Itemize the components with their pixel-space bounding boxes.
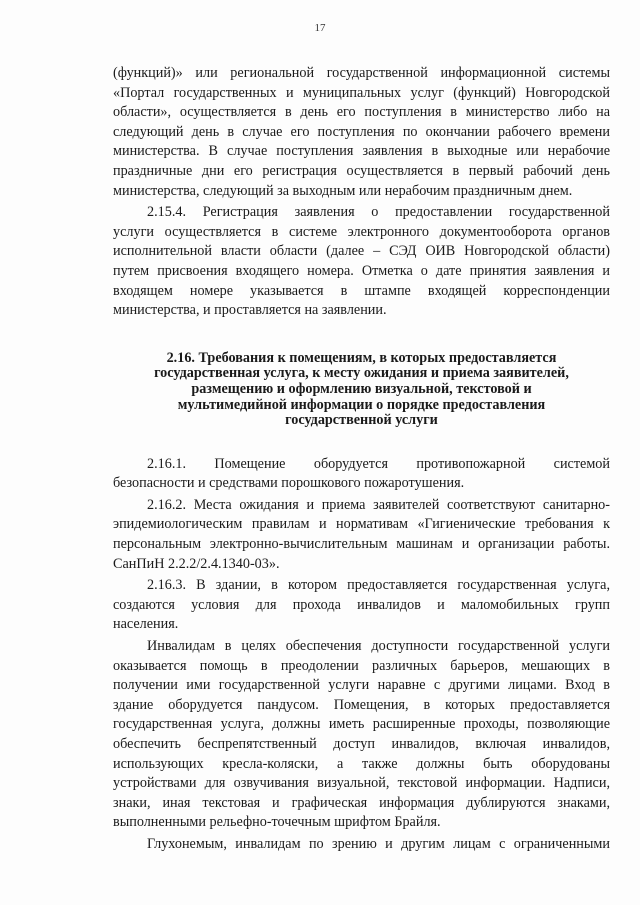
text-line: безопасности и средствами порошкового пожаротушения.	[113, 475, 465, 492]
text-line: оказывается помощь в преодолении различных барьеров, мешающих в	[113, 657, 610, 674]
top-paragraphs	[113, 64, 610, 321]
paragraph-p1	[113, 64, 610, 201]
text-line: устройствами для озвучивания визуальной, текстовой информации. Надписи,	[113, 775, 610, 792]
text-line: Инвалидам в целях обеспечения доступности государственной услуги	[147, 638, 610, 655]
text-line: использующих кресла-коляски, а также должны быть оборудованы	[113, 755, 610, 772]
text-line: следующий день в случае его поступления по окончании рабочего времени	[113, 123, 610, 140]
text-line: здание оборудуется пандусом. Помещения, в которых предоставляется	[113, 696, 610, 713]
text-line: путем присвоения входящего номера. Отметка о дате принятия заявления и	[113, 262, 610, 279]
heading-line: мультимедийной информации о порядке предоставления	[177, 396, 546, 413]
text-line: персональным электронно-вычислительным машинам и организации работы.	[113, 536, 610, 553]
heading-line: государственная услуга, к месту ожидания и приема заявителей,	[154, 365, 569, 382]
document-body	[113, 64, 610, 855]
text-line: исполнительной власти области (далее – СЭД ОИВ Новгородской области)	[113, 243, 610, 260]
page-number: 17	[314, 22, 326, 34]
bottom-paragraphs	[113, 455, 610, 855]
text-line: знаки, иная текстовая и графическая информация дублируются знаками,	[113, 794, 610, 811]
text-line: области», осуществляется в день его поступления в министерство либо на	[113, 104, 610, 121]
text-line: услуги осуществляется в системе электронного документооборота органов	[113, 223, 610, 240]
text-line: (функций)» или региональной государственной информационной системы	[113, 65, 610, 81]
text-line: Глухонемым, инвалидам по зрению и другим лицам с ограниченными	[147, 835, 610, 852]
text-line: выполненными рельефно-точечным шрифтом Брайля.	[113, 814, 441, 831]
paragraph-p7	[113, 835, 610, 855]
paragraph-p6	[113, 637, 610, 833]
text-line: 2.16.2. Места ожидания и приема заявителей соответствуют санитарно-	[147, 496, 610, 513]
heading-line: государственной услуги	[285, 412, 438, 429]
text-line: государственная услуга, должны иметь расширенные проходы, позволяющие	[113, 716, 610, 733]
paragraph-p5	[113, 576, 610, 635]
text-line: министерства, и проставляется на заявлении.	[113, 302, 387, 319]
text-line: эпидемиологическим правилам и нормативам «Гигиенические требования к	[113, 516, 610, 533]
text-line: министерства. В случае поступления заявления в выходные или нерабочие	[113, 143, 610, 160]
text-line: населения.	[113, 616, 179, 633]
heading-line: размещению и оформлению визуальной, текстовой и	[191, 380, 532, 397]
section-heading	[113, 351, 610, 429]
paragraph-p3	[113, 455, 610, 494]
text-line: 2.16.3. В здании, в котором предоставляется государственная услуга,	[147, 577, 610, 594]
text-line: 2.15.4. Регистрация заявления о предоставлении государственной	[147, 204, 610, 221]
text-line: 2.16.1. Помещение оборудуется противопожарной системой	[147, 455, 610, 472]
paragraph-p4	[113, 496, 610, 574]
text-line: создаются условия для прохода инвалидов и маломобильных групп	[113, 596, 610, 613]
text-line: входящем номере указывается в штампе входящей корреспонденции	[113, 282, 610, 299]
text-line: обеспечить беспрепятственный доступ инвалидов, включая инвалидов,	[113, 736, 610, 752]
text-line: получении ими государственной услуги наравне с другими лицами. Вход в	[113, 677, 610, 694]
text-line: СанПиН 2.2.2/2.4.1340-03».	[113, 555, 280, 572]
text-line: праздничные дни его регистрация осуществляется в первый рабочий день	[113, 162, 610, 179]
text-line: «Портал государственных и муниципальных услуг (функций) Новгородской	[113, 84, 610, 101]
paragraph-p2	[113, 203, 610, 321]
text-line: министерства, следующий за выходным или нерабочим праздничным днем.	[113, 182, 573, 199]
heading-line: 2.16. Требования к помещениям, в которых предоставляется	[166, 349, 557, 366]
